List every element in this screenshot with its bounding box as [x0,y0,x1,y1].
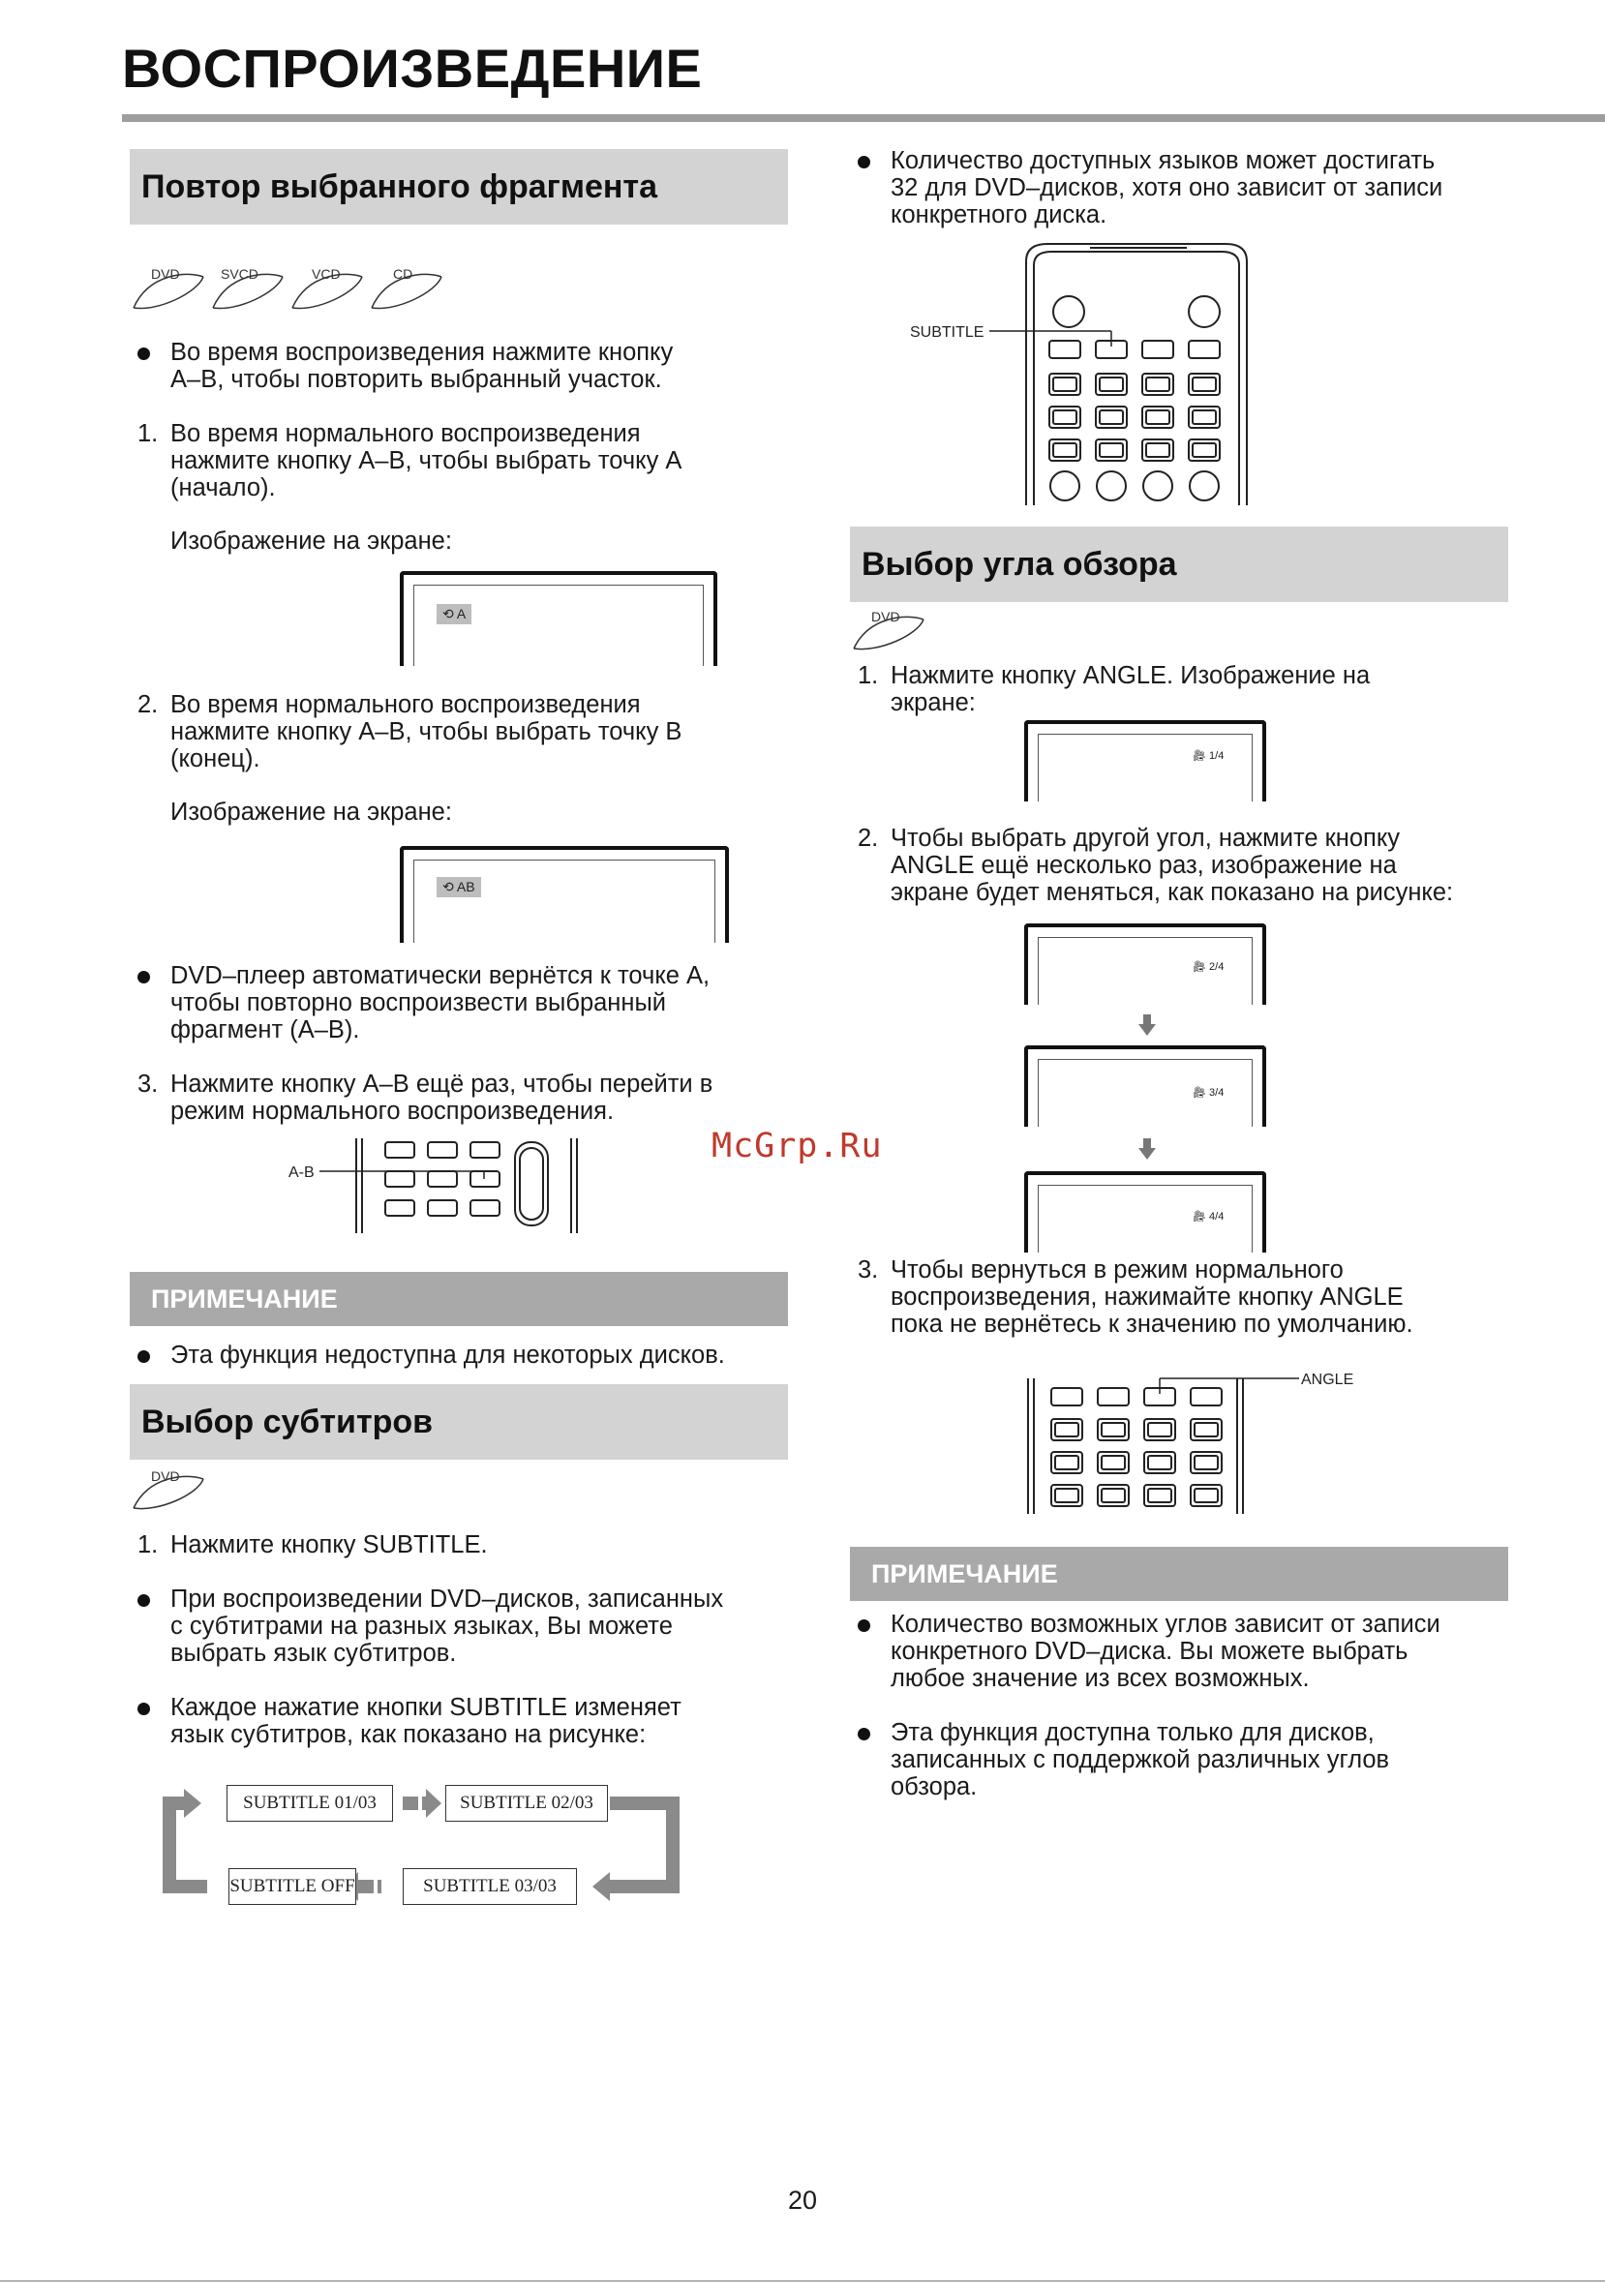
camera-icon: 🎥︎ [1193,1211,1206,1223]
down-arrow-icon [1138,1138,1156,1160]
angle-indicator: 🎥︎ 1/4 [1193,750,1225,762]
remote-label: ANGLE [1301,1372,1354,1388]
disc-icon-dvd [130,1467,217,1516]
list-item: Количество возможных углов зависит от записи конкретного DVD–диска. Вы можете выбрать любое значение из всех возможных. [842,1611,1539,1692]
angle-indicator: 🎥︎ 3/4 [1193,1087,1225,1099]
svg-text:DVD: DVD [151,1468,180,1484]
list-item: 3. Нажмите кнопку A–B ещё раз, чтобы перейти в режим нормального воспроизведения. [137,1071,713,1125]
bullet-dot [137,347,150,360]
page-number: 20 [787,2186,818,2215]
osd-indicator: ⟲ A [437,604,471,624]
bullet-dot [858,156,870,168]
list-item: При воспроизведении DVD–дисков, записанных с субтитрами на разных языках, Вы можете выбрать язык субтитров. [122,1586,819,1667]
osd-screen-a [400,571,717,666]
subtitle-cycle-diagram [155,1777,697,1913]
remote-label: SUBTITLE [910,324,984,341]
section-heading-subtitle: Выбор субтитров [130,1384,788,1460]
list-item: 2. Чтобы выбрать другой угол, нажмите кнопку ANGLE ещё несколько раз, изображение на экране будет меняться, как показано на рисунке: [858,825,1454,906]
section-heading-ab-repeat: Повтор выбранного фрагмента [130,149,788,225]
disc-label: SVCD [221,266,258,282]
section-heading-angle: Выбор угла обзора [850,527,1508,602]
subtitle-state-box: SUBTITLE 02/03 [445,1785,608,1822]
down-arrow-icon [1138,1014,1156,1036]
remote-control-icon [906,238,1255,509]
screen-caption: Изображение на экране: [170,528,452,555]
note-heading: ПРИМЕЧАНИЕ [130,1272,788,1326]
remote-label: A-B [288,1164,315,1181]
bullet-dot [858,1619,870,1632]
remote-angle-illustration [1018,1363,1377,1518]
camera-icon: 🎥︎ [1193,750,1206,762]
list-item: Каждое нажатие кнопки SUBTITLE изменяет язык субтитров, как показано на рисунке: [122,1694,819,1748]
bullet-dot [137,971,150,983]
list-item: Количество доступных языков может достигать 32 для DVD–дисков, хотя оно зависит от записи конкретного диска. [842,147,1539,228]
osd-indicator: ⟲ AB [437,877,481,897]
note-heading: ПРИМЕЧАНИЕ [850,1547,1508,1601]
angle-indicator: 🎥︎ 2/4 [1193,961,1225,973]
list-item: Эта функция недоступна для некоторых дисков. [122,1342,800,1369]
angle-indicator: 🎥︎ 4/4 [1193,1211,1225,1223]
list-item: 3. Чтобы вернуться в режим нормального воспроизведения, нажимайте кнопку ANGLE пока не вернётесь к значению по умолчанию. [858,1256,1413,1338]
subtitle-state-box: SUBTITLE 01/03 [227,1785,393,1822]
list-item: 1. Нажмите кнопку SUBTITLE. [137,1531,488,1558]
disc-icon-dvd [850,608,937,656]
bullet-dot [137,1594,150,1607]
watermark: McGrp.Ru [712,1127,883,1165]
list-item: 1. Нажмите кнопку ANGLE. Изображение на экране: [858,662,1371,716]
dvd-disc-icon [850,608,937,656]
disc-icons-ab [130,263,459,317]
disc-label: DVD [151,266,180,282]
title-divider [122,114,1605,122]
list-item: Во время воспроизведения нажмите кнопку A–B, чтобы повторить выбранный участок. [122,339,800,393]
repeat-icon: ⟲ [442,606,454,621]
subtitle-state-box: SUBTITLE OFF [228,1868,356,1905]
subtitle-state-box: SUBTITLE 03/03 [403,1868,577,1905]
repeat-icon: ⟲ [442,879,454,894]
list-item: Эта функция доступна только для дисков, записанных с поддержкой различных углов обзора. [842,1719,1539,1800]
remote-ab-illustration [281,1133,591,1239]
screen-caption: Изображение на экране: [170,799,452,826]
dvd-disc-icon [130,1467,217,1516]
remote-control-icon [1018,1363,1377,1518]
angle-screen [1024,720,1266,801]
angle-screen [1024,1171,1266,1253]
list-item: 1. Во время нормального воспроизведения нажмите кнопку A–B, чтобы выбрать точку A (начало). [137,420,682,501]
bullet-dot [137,1350,150,1363]
angle-screen [1024,1045,1266,1127]
remote-subtitle-illustration [906,238,1255,509]
camera-icon: 🎥︎ [1193,961,1206,973]
list-item: DVD–плеер автоматически вернётся к точке A, чтобы повторно воспроизвести выбранный фрагмент (A–B). [122,962,800,1043]
camera-icon: 🎥︎ [1193,1087,1206,1099]
angle-screen [1024,923,1266,1005]
svg-text:DVD: DVD [871,609,900,624]
disc-label: CD [393,266,413,282]
page-title: ВОСПРОИЗВЕДЕНИЕ [122,38,703,99]
list-item: 2. Во время нормального воспроизведения нажмите кнопку A–B, чтобы выбрать точку B (конец). [137,691,682,772]
bullet-dot [137,1703,150,1715]
disc-label: VCD [312,266,341,282]
osd-screen-ab [400,846,729,943]
remote-control-icon [281,1133,591,1239]
bullet-dot [858,1728,870,1740]
disc-compat-icons [130,263,459,317]
